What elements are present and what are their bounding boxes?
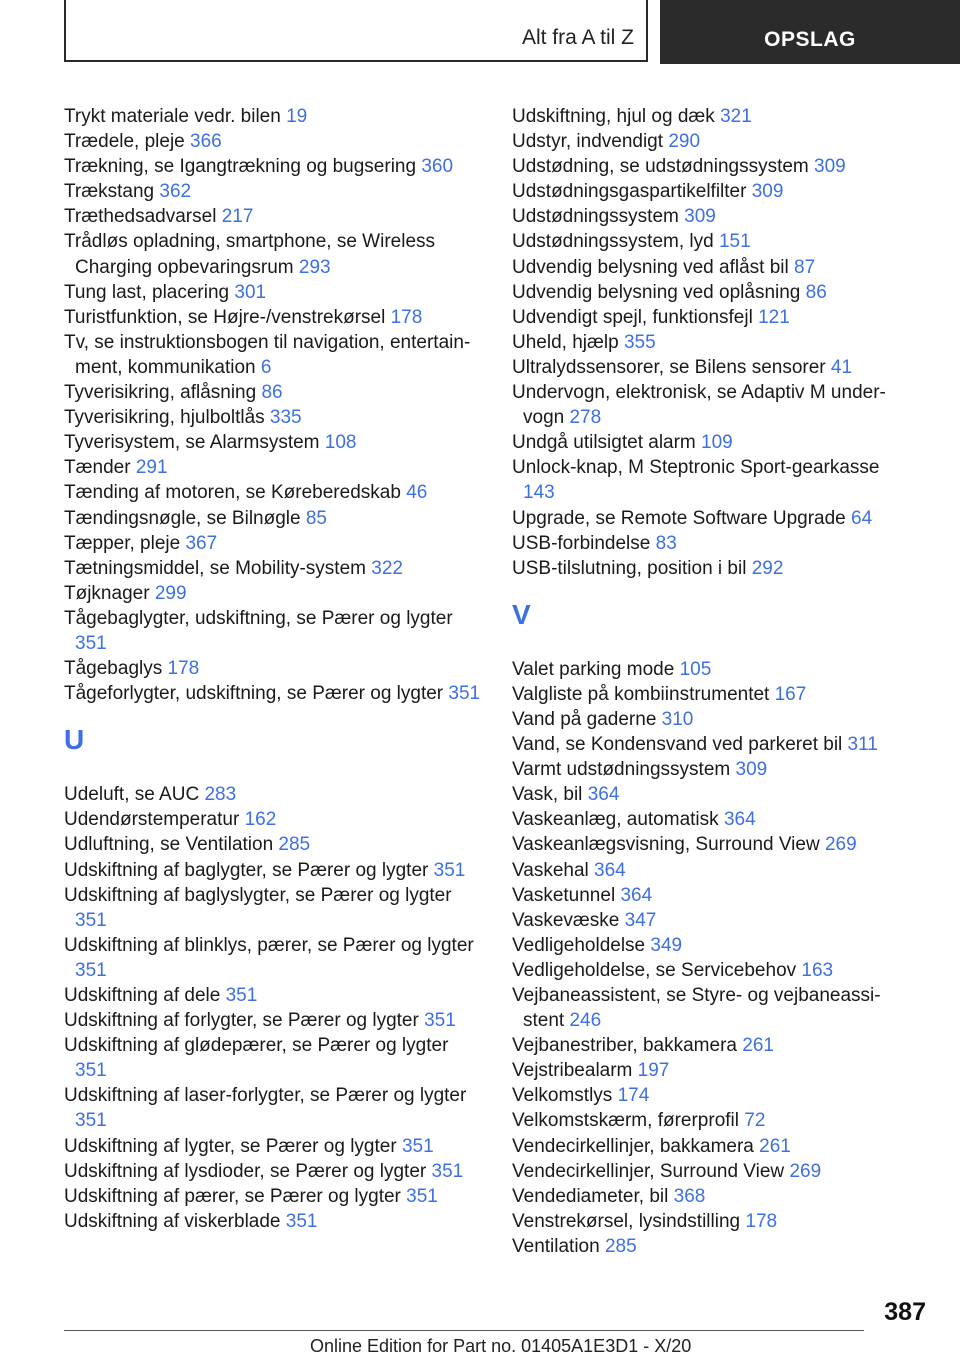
index-letter-heading: V: [512, 598, 531, 630]
index-entry: [64, 556, 484, 581]
index-entry: [64, 1008, 484, 1033]
page-reference-link[interactable]: 163: [801, 959, 834, 981]
index-entry-text: Vaskehal: [512, 859, 589, 881]
page-reference-link[interactable]: 261: [742, 1035, 774, 1057]
index-entry: [512, 330, 912, 355]
page-reference-link[interactable]: 351: [431, 1160, 464, 1182]
page-reference-link[interactable]: 108: [324, 432, 357, 454]
index-entry: [64, 1184, 484, 1209]
index-entry-text: Vand, se Kondensvand ved parkeret bil: [512, 734, 843, 756]
index-entry-text: Tyverisystem, se Alarmsystem: [64, 432, 320, 454]
index-column-left: [64, 104, 484, 1234]
index-entry-text: Tågebaglys: [64, 658, 163, 680]
index-entry-text: Udvendig belysning ved oplåsning: [512, 281, 801, 303]
page-reference-link[interactable]: 310: [661, 708, 694, 730]
index-entry-text: Udendørstemperatur: [64, 809, 240, 831]
index-entry: [64, 104, 484, 129]
index-entry: [64, 129, 484, 154]
page-reference-link[interactable]: 351: [75, 1060, 107, 1082]
page-reference-link[interactable]: 121: [758, 306, 790, 328]
page-reference-link[interactable]: 309: [814, 156, 846, 178]
index-entry: [512, 154, 912, 179]
index-entry-text: Udskiftning af lysdioder, se Pærer og lygter: [64, 1160, 427, 1182]
index-entry: [64, 832, 484, 857]
index-entry-text: Trædele, pleje: [64, 131, 185, 153]
index-entry-text: Upgrade, se Remote Software Upgrade: [512, 507, 846, 529]
page-reference-link[interactable]: 351: [433, 859, 466, 881]
index-entry: [64, 506, 484, 531]
index-entry-text: Velkomstlys: [512, 1085, 613, 1107]
index-entry: [512, 531, 912, 556]
index-entry-text: Tætningsmiddel, se Mobility-system: [64, 557, 366, 579]
page-reference-link[interactable]: 364: [620, 884, 653, 906]
index-entry-text: Trykt materiale vedr. bilen: [64, 106, 281, 127]
index-entry-text: Valet parking mode: [512, 658, 675, 680]
index-entry: [512, 1209, 912, 1234]
index-entry-text: Udskiftning af dele: [64, 985, 221, 1006]
index-entry: [512, 707, 912, 732]
index-entry: [512, 556, 912, 581]
page-reference-link[interactable]: 86: [261, 382, 283, 404]
page-reference-link[interactable]: 349: [650, 934, 683, 956]
index-entry: [64, 430, 484, 455]
index-entry-text: Udskiftning af viskerblade: [64, 1210, 281, 1232]
index-entry-text: Udskiftning af laser-forlygter, se Pærer og lygter: [64, 1085, 467, 1107]
index-entry: [512, 757, 912, 782]
page-reference-link[interactable]: 178: [390, 306, 423, 328]
page-reference-link[interactable]: 335: [269, 407, 302, 429]
index-entry: [512, 933, 912, 958]
index-entry: [64, 204, 484, 229]
index-entry: [64, 656, 484, 681]
index-entry: [64, 330, 484, 380]
index-entry-text: Undervogn, elektronisk, se Adaptiv M undervogn: [512, 382, 886, 429]
page-reference-link[interactable]: 217: [221, 206, 254, 228]
page-reference-link[interactable]: 360: [421, 156, 454, 178]
index-entry: [64, 305, 484, 330]
page-reference-link[interactable]: 46: [406, 482, 428, 504]
page-reference-link[interactable]: 351: [406, 1185, 438, 1207]
index-entry: [512, 1033, 912, 1058]
index-entry-text: USB-forbindelse: [512, 532, 651, 554]
page-reference-link[interactable]: 246: [569, 1010, 602, 1032]
index-entry: [512, 455, 912, 505]
index-entry-text: Udvendig belysning ved aflåst bil: [512, 256, 789, 278]
index-entry-text: Vaskevæske: [512, 909, 620, 931]
page-reference-link[interactable]: 292: [751, 557, 784, 579]
page-reference-link[interactable]: 167: [774, 683, 807, 705]
index-entry-text: Udskiftning af lygter, se Pærer og lygter: [64, 1135, 397, 1157]
page-reference-link[interactable]: 321: [720, 106, 752, 127]
index-entry-text: Tågeforlygter, udskiftning, se Pærer og lygter: [64, 683, 444, 705]
index-entry: [64, 606, 484, 656]
page-reference-link[interactable]: 109: [701, 432, 733, 454]
index-entry-text: Udstødningssystem: [512, 206, 679, 228]
page-reference-link[interactable]: 283: [204, 784, 237, 806]
index-entry-text: Udstyr, indvendigt: [512, 131, 664, 153]
page-reference-link[interactable]: 355: [623, 331, 656, 353]
index-entry: [512, 832, 912, 857]
index-entry-text: Tv, se instruktionsbogen til navigation, entertainment, kommunikation: [64, 331, 471, 378]
page-reference-link[interactable]: 41: [830, 356, 853, 378]
index-entry: [64, 455, 484, 480]
index-entry-text: Tøjknager: [64, 582, 150, 604]
index-entry-text: Undgå utilsigtet alarm: [512, 432, 696, 454]
index-entry-text: Tyverisikring, hjulboltlås: [64, 407, 265, 429]
index-entry: [512, 1058, 912, 1083]
index-entry: [64, 858, 484, 883]
page-reference-link[interactable]: 174: [617, 1085, 650, 1107]
index-entry-text: Venstrekørsel, lysindstilling: [512, 1210, 741, 1232]
page-reference-link[interactable]: 83: [655, 532, 677, 554]
index-entry-text: Udstødningssystem, lyd: [512, 231, 714, 253]
index-entry-text: Vendecirkellinjer, bakkamera: [512, 1135, 754, 1157]
index-entry-text: Vask, bil: [512, 784, 583, 806]
page-reference-link[interactable]: 364: [587, 784, 620, 806]
index-entry: [64, 782, 484, 807]
index-entry: [512, 255, 912, 280]
page-reference-link[interactable]: 162: [244, 809, 277, 831]
index-entry-text: Udvendigt spejl, funktionsfejl: [512, 306, 753, 328]
page-reference-link[interactable]: 309: [751, 181, 784, 203]
page-reference-link[interactable]: 290: [668, 131, 701, 153]
index-entry: [512, 380, 912, 430]
index-entry-text: Vaskeanlægsvisning, Surround View: [512, 834, 820, 856]
page-reference-link[interactable]: 366: [190, 131, 222, 153]
index-entry: [512, 908, 912, 933]
index-entry: [64, 807, 484, 832]
index-entry-text: Tænder: [64, 457, 131, 479]
index-entry-text: Vedligeholdelse, se Servicebehov: [512, 959, 797, 981]
page-reference-link[interactable]: 362: [159, 181, 192, 203]
index-entry-text: Tændingsnøgle, se Bilnøgle: [64, 507, 301, 529]
page-reference-link[interactable]: 351: [225, 985, 258, 1006]
index-entry: [512, 229, 912, 254]
index-entry-text: Vasketunnel: [512, 884, 616, 906]
page-reference-link[interactable]: 178: [167, 658, 200, 680]
index-entry: [512, 858, 912, 883]
page-reference-link[interactable]: 368: [673, 1185, 706, 1207]
page-reference-link[interactable]: 364: [723, 809, 756, 831]
page-reference-link[interactable]: 72: [744, 1110, 766, 1132]
index-entry: [512, 1159, 912, 1184]
section-tab: [660, 0, 960, 64]
index-entry: [64, 1159, 484, 1184]
index-entry-text: Udstødningsgaspartikelfilter: [512, 181, 747, 203]
index-entry-text: Udskiftning af forlygter, se Pærer og lygter: [64, 1010, 419, 1032]
index-entry: [64, 229, 484, 279]
index-entry: [512, 1234, 912, 1259]
page-reference-link[interactable]: 351: [75, 632, 107, 654]
page-reference-link[interactable]: 351: [448, 683, 481, 705]
index-entry: [512, 958, 912, 983]
page-reference-link[interactable]: 364: [594, 859, 626, 881]
page-reference-link[interactable]: 278: [569, 407, 602, 429]
index-entry: [512, 104, 912, 129]
index-entry: [64, 681, 484, 706]
page-reference-link[interactable]: 351: [75, 909, 107, 931]
page-reference-link[interactable]: 87: [794, 256, 816, 278]
page-reference-link[interactable]: 293: [298, 256, 331, 278]
index-entry: [64, 1134, 484, 1159]
index-entry-text: Udskiftning af baglyslygter, se Pærer og lygter: [64, 884, 452, 906]
index-entry: [512, 732, 912, 757]
index-entry: [64, 154, 484, 179]
index-entry-text: Varmt udstødningssystem: [512, 759, 731, 781]
footer-edition-text: Online Edition for Part no. 01405A1E3D1 - X/20: [310, 1336, 692, 1356]
index-entry-text: Valgliste på kombiinstrumentet: [512, 683, 770, 705]
page-reference-link[interactable]: 309: [735, 759, 768, 781]
index-entry-text: Vaskeanlæg, automatisk: [512, 809, 719, 831]
index-entry-text: Udskiftning af blinklys, pærer, se Pærer og lygter: [64, 934, 474, 956]
index-entry-text: Udskiftning, hjul og dæk: [512, 106, 715, 127]
page-reference-link[interactable]: 301: [234, 281, 267, 303]
index-entry: [64, 280, 484, 305]
index-entry: [512, 179, 912, 204]
index-entry: [64, 1033, 484, 1083]
index-entry: [64, 179, 484, 204]
page-reference-link[interactable]: 269: [824, 834, 857, 856]
page-reference-link[interactable]: 309: [684, 206, 716, 228]
index-entry-text: Tung last, placering: [64, 281, 230, 303]
index-entry: [64, 883, 484, 933]
index-column-right: [512, 104, 912, 1259]
page-reference-link[interactable]: 285: [604, 1235, 637, 1257]
index-entry-text: Vejbaneassistent, se Styre- og vejbaneassistent: [512, 985, 881, 1032]
index-letter-heading: U: [64, 724, 85, 756]
index-entry: [512, 1134, 912, 1159]
page-reference-link[interactable]: 299: [154, 582, 187, 604]
index-entry-text: Ventilation: [512, 1235, 600, 1257]
page-reference-link[interactable]: 285: [278, 834, 311, 856]
index-entry-text: Trækning, se Igangtrækning og bugsering: [64, 156, 417, 178]
page-reference-link[interactable]: 351: [424, 1010, 456, 1032]
index-entry: [512, 204, 912, 229]
index-entry: [512, 305, 912, 330]
page-reference-link[interactable]: 261: [759, 1135, 791, 1157]
index-entry-text: Vejstribealarm: [512, 1060, 633, 1082]
index-entry: [64, 1209, 484, 1234]
index-entry: [512, 682, 912, 707]
section-title: Alt fra A til Z: [521, 26, 634, 49]
index-entry: [512, 983, 912, 1033]
index-entry: [64, 1083, 484, 1133]
page-reference-link[interactable]: 367: [185, 532, 218, 554]
index-entry-text: Vendecirkellinjer, Surround View: [512, 1160, 785, 1182]
index-entry: [64, 983, 484, 1008]
index-entry-text: Ultralydssensorer, se Bilens sensorer: [512, 356, 826, 378]
page-reference-link[interactable]: 291: [135, 457, 168, 479]
page-reference-link[interactable]: 197: [637, 1060, 670, 1082]
index-entry-text: Udskiftning af baglygter, se Pærer og lygter: [64, 859, 429, 881]
index-entry-text: Vendediameter, bil: [512, 1185, 669, 1207]
page-reference-link[interactable]: 322: [371, 557, 403, 579]
page-reference-link[interactable]: 19: [286, 106, 308, 127]
page-reference-link[interactable]: 143: [523, 482, 555, 504]
index-entry-text: Uheld, hjælp: [512, 331, 619, 353]
index-entry: [512, 883, 912, 908]
index-entry-text: Udskiftning af glødepærer, se Pærer og lygter: [64, 1035, 449, 1057]
index-entry-text: Udskiftning af pærer, se Pærer og lygter: [64, 1185, 401, 1207]
footer-divider: [64, 1330, 864, 1331]
page-reference-link[interactable]: 347: [624, 909, 657, 931]
index-entry-text: Udeluft, se AUC: [64, 784, 200, 806]
page-reference-link[interactable]: 351: [75, 1110, 107, 1132]
index-entry-text: Velkomstskærm, førerprofil: [512, 1110, 739, 1132]
page-reference-link[interactable]: 351: [285, 1210, 318, 1232]
page-reference-link[interactable]: 351: [75, 959, 107, 981]
index-entry-text: Trådløs opladning, smartphone, se Wireless Charging opbevaringsrum: [64, 231, 436, 278]
index-entry-text: Tæpper, pleje: [64, 532, 181, 554]
page-reference-link[interactable]: 151: [718, 231, 751, 253]
section-title-box: [64, 0, 648, 62]
page-header: [64, 0, 960, 64]
page-reference-link[interactable]: 351: [401, 1135, 434, 1157]
index-entry: [64, 531, 484, 556]
page-reference-link[interactable]: 269: [789, 1160, 822, 1182]
index-entry: [64, 581, 484, 606]
index-entry-text: USB-tilslutning, position i bil: [512, 557, 747, 579]
index-entry: [64, 405, 484, 430]
index-entry-text: Tyverisikring, aflåsning: [64, 382, 257, 404]
index-entry: [64, 380, 484, 405]
section-tab-label: OPSLAG: [764, 28, 856, 51]
page-reference-link[interactable]: 178: [745, 1210, 778, 1232]
index-entry-text: Tænding af motoren, se Køreberedskab: [64, 482, 401, 504]
index-entry: [512, 355, 912, 380]
index-entry-text: Vejbanestriber, bakkamera: [512, 1035, 737, 1057]
index-entry: [512, 506, 912, 531]
index-entry: [512, 1083, 912, 1108]
index-entry: [512, 280, 912, 305]
page-reference-link[interactable]: 85: [305, 507, 327, 529]
index-entry-text: Trækstang: [64, 181, 155, 203]
page-reference-link[interactable]: 6: [260, 356, 272, 378]
index-entry: [512, 782, 912, 807]
page-reference-link[interactable]: 64: [851, 507, 873, 529]
page-reference-link[interactable]: 105: [679, 658, 712, 680]
index-entry: [512, 657, 912, 682]
index-entry-text: Udluftning, se Ventilation: [64, 834, 274, 856]
index-entry: [64, 933, 484, 983]
index-entry-text: Udstødning, se udstødningssystem: [512, 156, 809, 178]
index-entry-text: Tågebaglygter, udskiftning, se Pærer og lygter: [64, 607, 453, 629]
index-entry: [512, 1108, 912, 1133]
page-reference-link[interactable]: 311: [847, 734, 878, 756]
page-number: 387: [884, 1298, 926, 1326]
index-entry: [512, 807, 912, 832]
index-entry-text: Turistfunktion, se Højre-/venstrekørsel: [64, 306, 386, 328]
index-entry-text: Vand på gaderne: [512, 708, 657, 730]
page-reference-link[interactable]: 86: [805, 281, 827, 303]
index-entry-text: Vedligeholdelse: [512, 934, 646, 956]
index-entry: [512, 430, 912, 455]
index-entry-text: Træthedsadvarsel: [64, 206, 217, 228]
index-entry-text: Unlock-knap, M Steptronic Sport-gearkasse: [512, 457, 880, 479]
index-entry: [512, 129, 912, 154]
index-entry: [64, 480, 484, 505]
index-entry: [512, 1184, 912, 1209]
